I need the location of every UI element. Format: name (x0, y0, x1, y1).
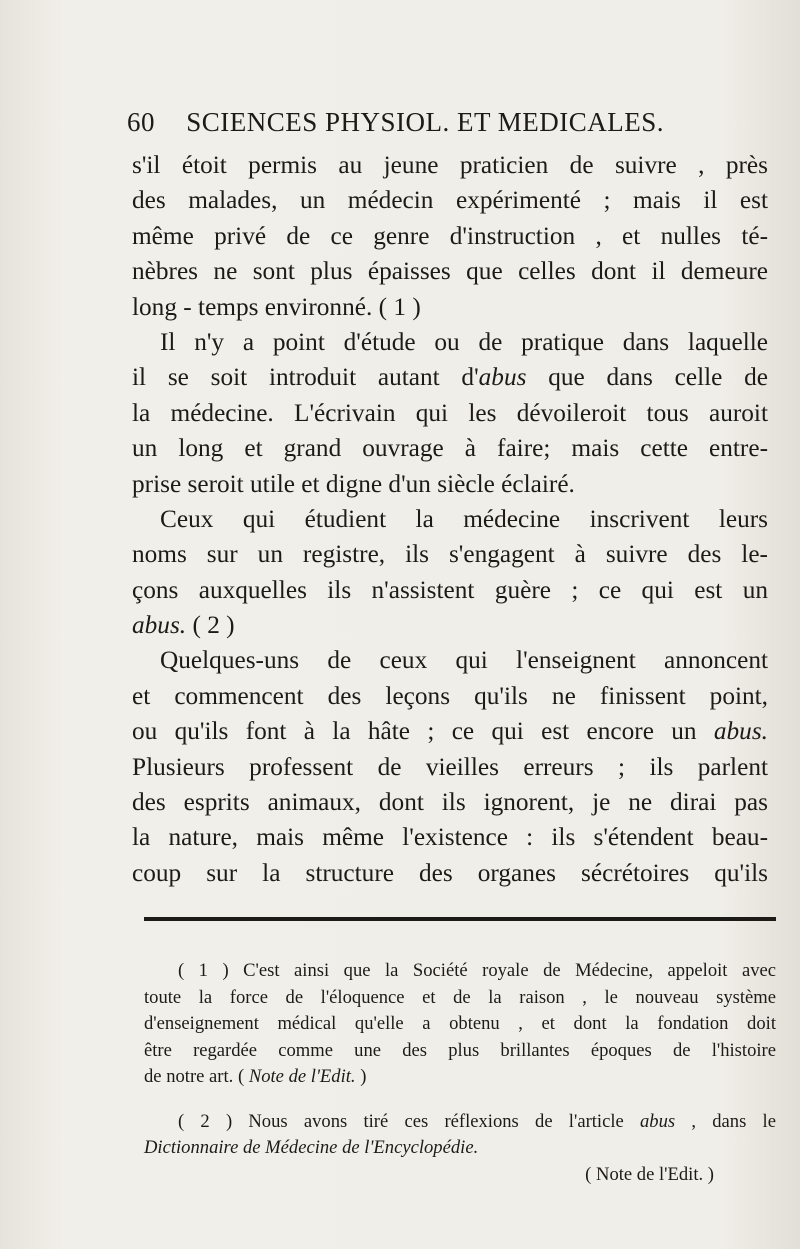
text-line: prise seroit utile et digne d'un siècle éclairé. (132, 469, 575, 498)
text-line: Ceux qui étudient la médecine inscrivent leurs (160, 504, 768, 533)
text-line: des malades, un médecin expérimenté ; mais il est (132, 186, 768, 215)
text-line: un long et grand ouvrage à faire; mais cette entre- (132, 434, 768, 463)
footnote-line: ( 1 ) C'est ainsi que la Société royale de Médecine, appeloit avec (178, 960, 776, 981)
text-line (132, 608, 768, 643)
footnote-gap (144, 1091, 776, 1109)
text-fragment: ( 2 ) (186, 611, 235, 640)
italic-word: abus. (132, 611, 187, 640)
page-header (127, 107, 727, 147)
text-line: des esprits animaux, dont ils ignorent, je ne dirai pas (132, 788, 768, 817)
text-fragment: ou qu'ils font à la hâte ; ce qui est encore un (132, 717, 714, 746)
text-line: Plusieurs professent de vieilles erreurs ; ils parlent (132, 752, 768, 781)
text-line: coup sur la structure des organes sécrétoires qu'ils (132, 858, 768, 887)
text-fragment: de notre art. ( (144, 1066, 249, 1087)
text-line: la nature, mais même l'existence : ils s'étendent beau- (132, 823, 768, 852)
text-fragment: il se soit introduit autant d' (132, 363, 479, 392)
footnote-separator-rule (144, 917, 776, 921)
text-line: et commencent des leçons qu'ils ne finissent point, (132, 681, 768, 710)
text-line: çons auxquelles ils n'assistent guère ; ce qui est un (132, 575, 768, 604)
main-text (132, 148, 768, 891)
footnote-line (144, 1135, 776, 1162)
text-line: s'il étoit permis au jeune praticien de suivre , près (132, 151, 768, 179)
page-number: 60 (127, 107, 155, 137)
italic-title: Dictionnaire de Médecine de l'Encyclopédie. (144, 1137, 479, 1158)
footnote-2 (144, 1109, 776, 1189)
text-fragment: ) (355, 1066, 367, 1087)
footnote-1 (144, 958, 776, 1091)
text-line (132, 360, 768, 395)
italic-word: Note de l'Edit. (248, 1066, 356, 1087)
footnotes (144, 958, 776, 1188)
footnote-editor-note: ( Note de l'Edit. ) (585, 1163, 714, 1185)
text-line: Quelques-uns de ceux qui l'enseignent annoncent (160, 646, 768, 675)
text-fragment: ( 2 ) Nous avons tiré ces réflexions de l'article (178, 1110, 640, 1132)
text-line: noms sur un registre, ils s'engagent à suivre des le- (132, 540, 768, 569)
footnote-line (144, 1109, 776, 1136)
text-fragment: , dans le (675, 1110, 776, 1132)
footnote-line (144, 1064, 776, 1091)
text-line: Il n'y a point d'étude ou de pratique dans laquelle (160, 327, 768, 356)
text-line: la médecine. L'écrivain qui les dévoileroit tous auroit (132, 398, 768, 427)
footnote-line: toute la force de l'éloquence et de la raison , le nouveau système (144, 986, 776, 1008)
footnote-line: d'enseignement médical qu'elle a obtenu , et dont la fondation doit (144, 1013, 776, 1034)
italic-word: abus (640, 1110, 676, 1132)
italic-word: abus. (713, 717, 768, 746)
italic-word: abus (478, 363, 527, 392)
text-line: long - temps environné. ( 1 ) (132, 292, 421, 321)
running-title: SCIENCES PHYSIOL. ET MEDICALES. (186, 107, 665, 137)
text-line: même privé de ce genre d'instruction , et nulles té- (132, 221, 768, 250)
text-fragment: que dans celle de (526, 363, 768, 392)
text-line (132, 714, 768, 749)
footnote-line: être regardée comme une des plus brillantes époques de l'histoire (144, 1039, 776, 1061)
text-line: nèbres ne sont plus épaisses que celles dont il demeure (132, 257, 768, 286)
